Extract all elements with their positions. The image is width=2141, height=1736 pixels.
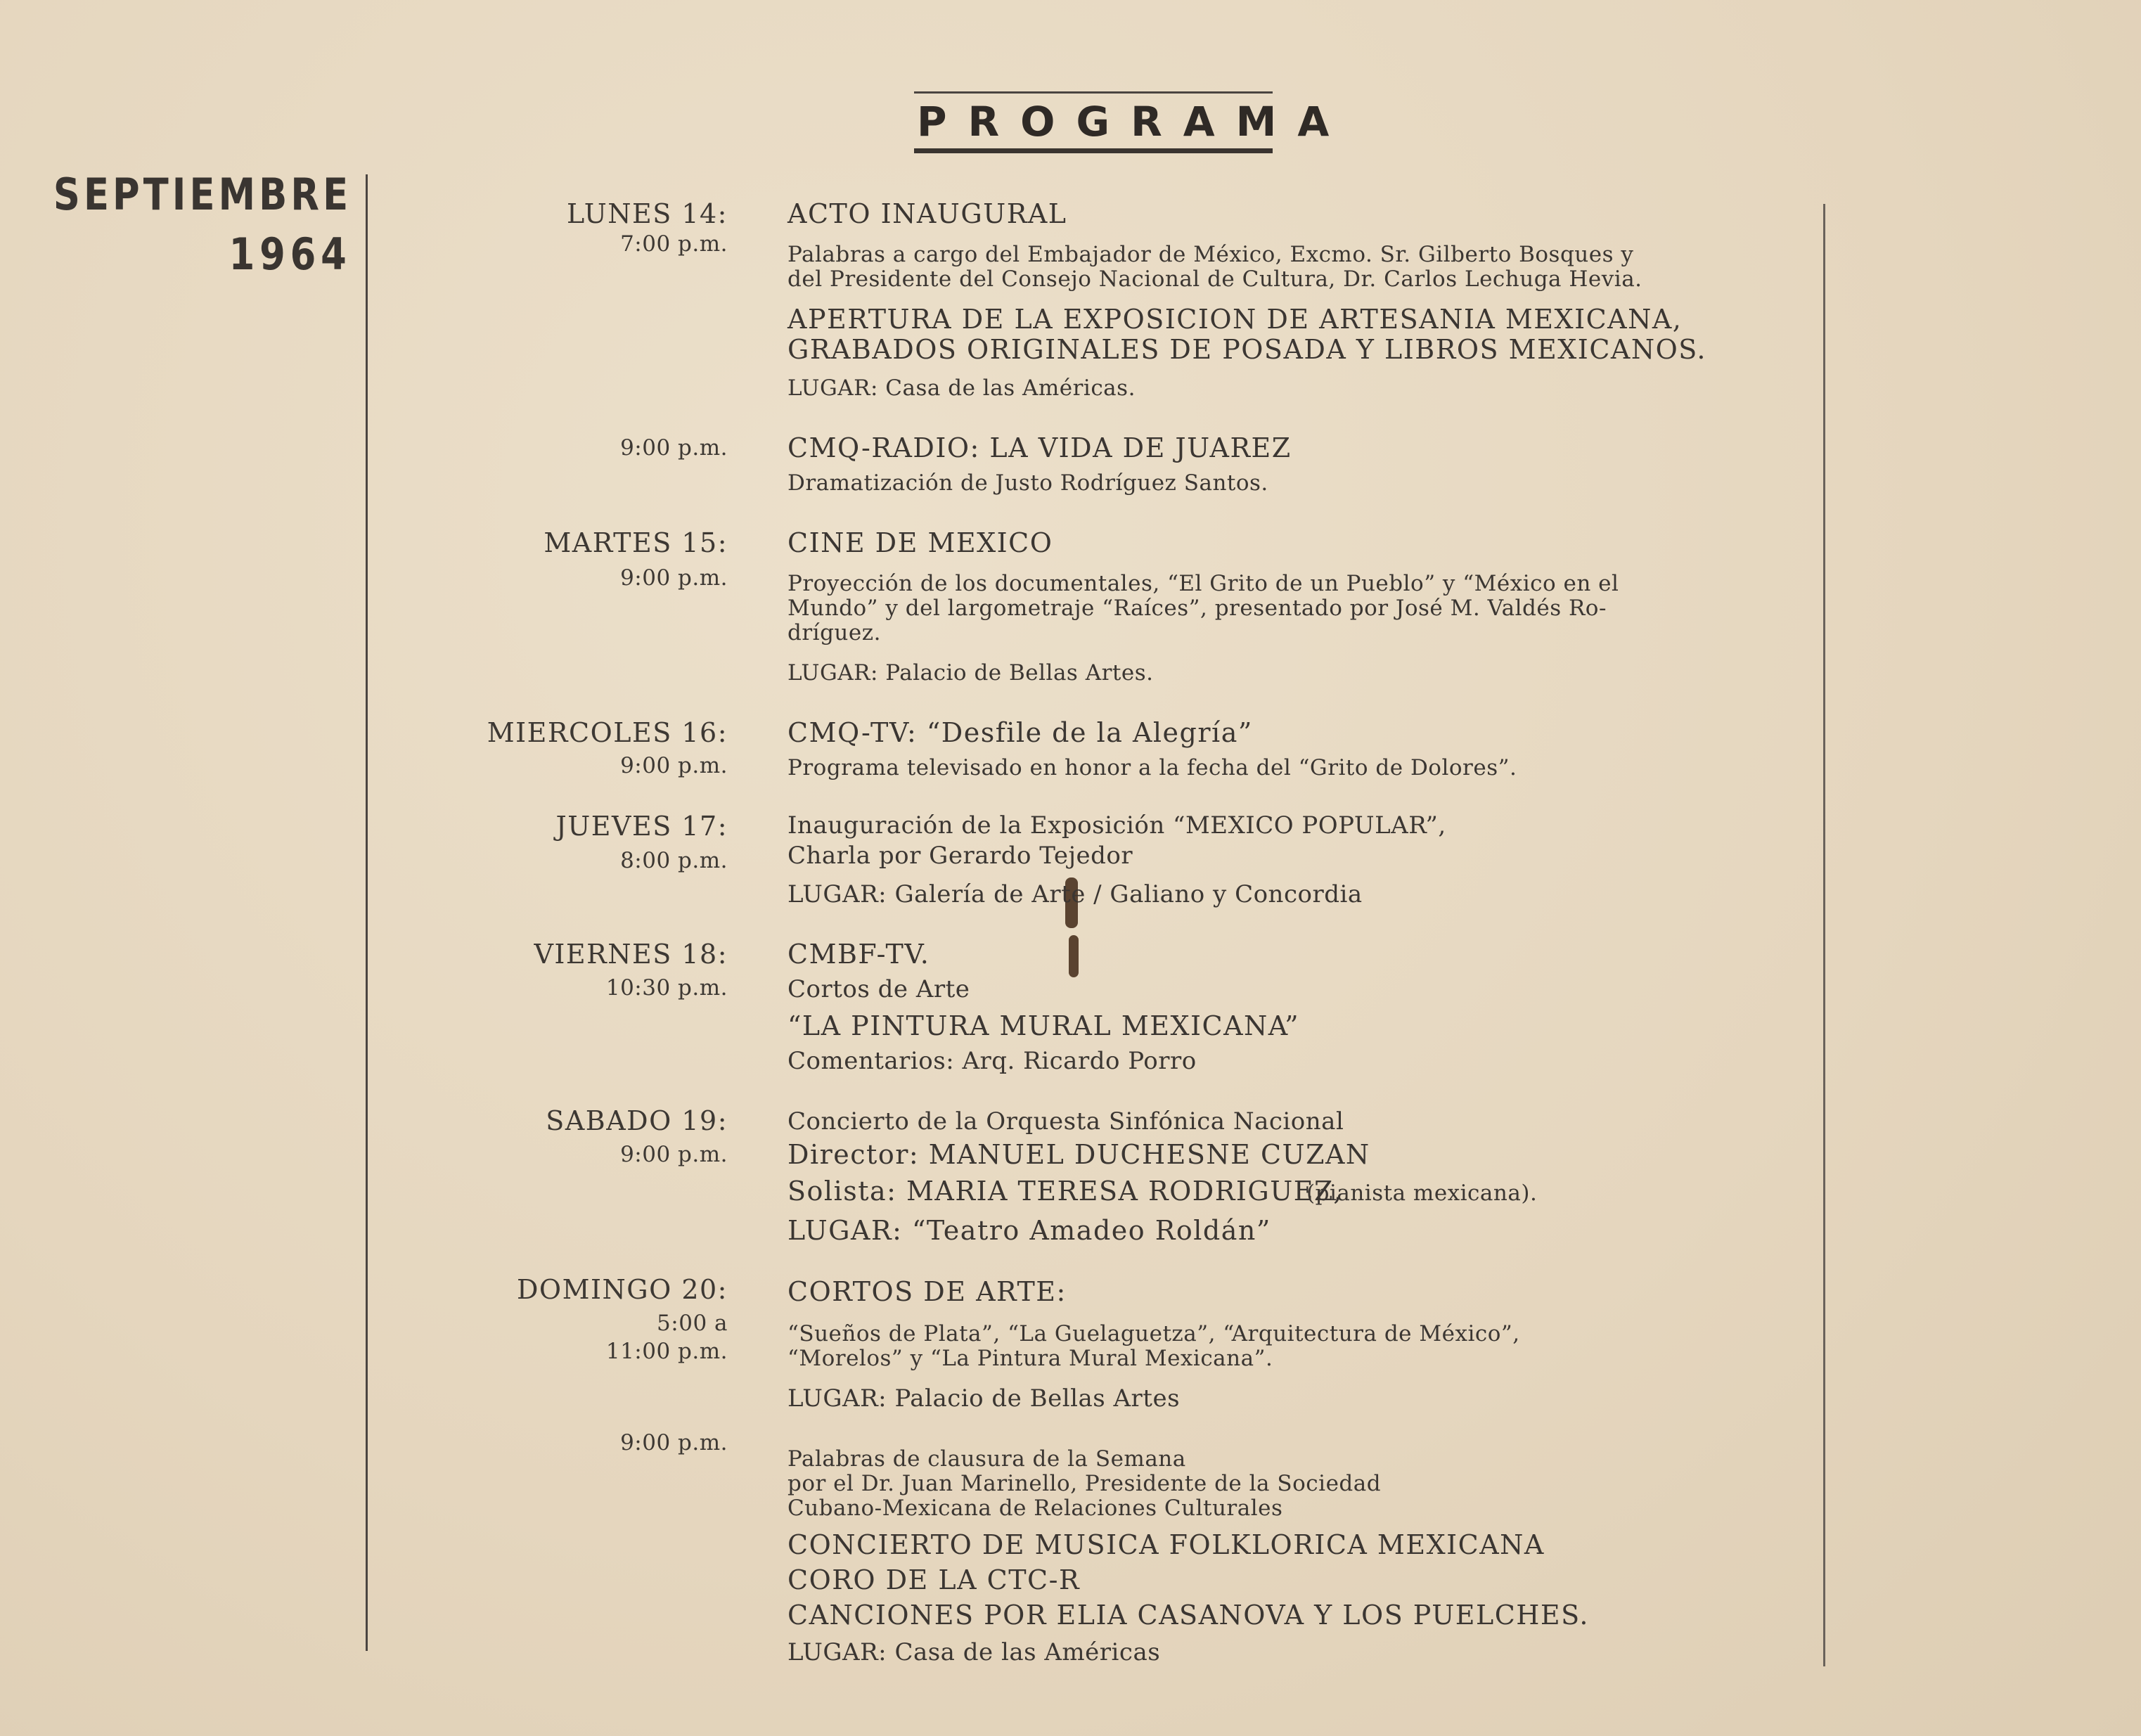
left-divider xyxy=(366,174,368,1651)
event-heading: APERTURA DE LA EXPOSICION DE ARTESANIA MEXICANA, xyxy=(787,304,1683,335)
event-place: LUGAR: Galería de Arte / Galiano y Concordia xyxy=(787,880,1363,908)
time-label: 5:00 a xyxy=(657,1311,728,1336)
event-description: Mundo” y del largometraje “Raíces”, presentado por José M. Valdés Ro- xyxy=(787,596,1607,621)
event-heading: GRABADOS ORIGINALES DE POSADA Y LIBROS MEXICANOS. xyxy=(787,334,1706,365)
event-place: LUGAR: Casa de las Américas. xyxy=(787,375,1136,401)
event-description: Inauguración de la Exposición “MEXICO POPULAR”, xyxy=(787,811,1446,840)
event-heading: Director: MANUEL DUCHESNE CUZAN xyxy=(787,1139,1370,1170)
event-heading: Solista: MARIA TERESA RODRIGUEZ, xyxy=(787,1176,1343,1207)
event-description: dríguez. xyxy=(787,620,881,645)
event-description: por el Dr. Juan Marinello, Presidente de la Sociedad xyxy=(787,1471,1382,1496)
event-description: “Morelos” y “La Pintura Mural Mexicana”. xyxy=(787,1346,1273,1371)
day-label: VIERNES 18: xyxy=(534,939,728,970)
event-heading: CANCIONES POR ELIA CASANOVA Y LOS PUELCHES. xyxy=(787,1600,1589,1631)
event-place: LUGAR: Palacio de Bellas Artes xyxy=(787,1384,1181,1413)
event-description: Palabras a cargo del Embajador de México, Excmo. Sr. Gilberto Bosques y xyxy=(787,242,1634,267)
day-label: JUEVES 17: xyxy=(555,811,728,842)
event-description: del Presidente del Consejo Nacional de Cultura, Dr. Carlos Lechuga Hevia. xyxy=(787,266,1642,292)
time-label: 9:00 p.m. xyxy=(620,1430,728,1455)
time-label: 9:00 p.m. xyxy=(620,1142,728,1167)
time-label: 10:30 p.m. xyxy=(605,975,728,1001)
time-label: 9:00 p.m. xyxy=(620,435,728,461)
day-label: LUNES 14: xyxy=(567,198,728,229)
event-heading: CINE DE MEXICO xyxy=(787,527,1053,558)
event-heading: ACTO INAUGURAL xyxy=(787,198,1067,229)
event-heading: CORTOS DE ARTE: xyxy=(787,1276,1067,1307)
day-label: MARTES 15: xyxy=(544,527,728,558)
event-description: Concierto de la Orquesta Sinfónica Nacional xyxy=(787,1107,1344,1136)
day-label: DOMINGO 20: xyxy=(516,1274,728,1305)
event-heading: CMQ-TV: “Desfile de la Alegría” xyxy=(787,717,1253,748)
paper-stain xyxy=(1069,935,1079,977)
time-label: 9:00 p.m. xyxy=(620,753,728,778)
event-description: “Sueños de Plata”, “La Guelaguetza”, “Arquitectura de México”, xyxy=(787,1321,1520,1346)
event-heading: CONCIERTO DE MUSICA FOLKLORICA MEXICANA xyxy=(787,1529,1545,1560)
event-heading: CORO DE LA CTC-R xyxy=(787,1564,1081,1595)
event-place: LUGAR: “Teatro Amadeo Roldán” xyxy=(787,1215,1271,1246)
day-label: MIERCOLES 16: xyxy=(487,717,728,748)
time-label: 7:00 p.m. xyxy=(620,231,728,257)
event-heading: CMQ-RADIO: LA VIDA DE JUAREZ xyxy=(787,432,1292,463)
time-label: 8:00 p.m. xyxy=(620,848,728,873)
event-description: Programa televisado en honor a la fecha del “Grito de Dolores”. xyxy=(787,755,1517,780)
year-label: 1964 xyxy=(229,229,352,280)
event-description: Proyección de los documentales, “El Grito de un Pueblo” y “México en el xyxy=(787,571,1619,596)
event-description: Cortos de Arte xyxy=(787,975,970,1003)
event-place: LUGAR: Palacio de Bellas Artes. xyxy=(787,660,1154,686)
event-heading: “LA PINTURA MURAL MEXICANA” xyxy=(787,1010,1300,1041)
time-label: 9:00 p.m. xyxy=(620,565,728,591)
day-label: SABADO 19: xyxy=(546,1105,728,1136)
event-description: (pianista mexicana). xyxy=(1306,1181,1538,1206)
event-description: Cubano-Mexicana de Relaciones Culturales xyxy=(787,1496,1283,1521)
event-heading: CMBF-TV. xyxy=(787,939,930,970)
right-divider xyxy=(1823,204,1825,1666)
month-label: SEPTIEMBRE xyxy=(53,169,352,220)
event-description: Charla por Gerardo Tejedor xyxy=(787,842,1133,870)
time-label: 11:00 p.m. xyxy=(605,1339,728,1364)
event-description: Dramatización de Justo Rodríguez Santos. xyxy=(787,470,1268,496)
event-description: Palabras de clausura de la Semana xyxy=(787,1446,1186,1472)
event-description: Comentarios: Arq. Ricardo Porro xyxy=(787,1047,1197,1075)
page-title: PROGRAMA xyxy=(914,91,1273,153)
event-place: LUGAR: Casa de las Américas xyxy=(787,1638,1161,1666)
